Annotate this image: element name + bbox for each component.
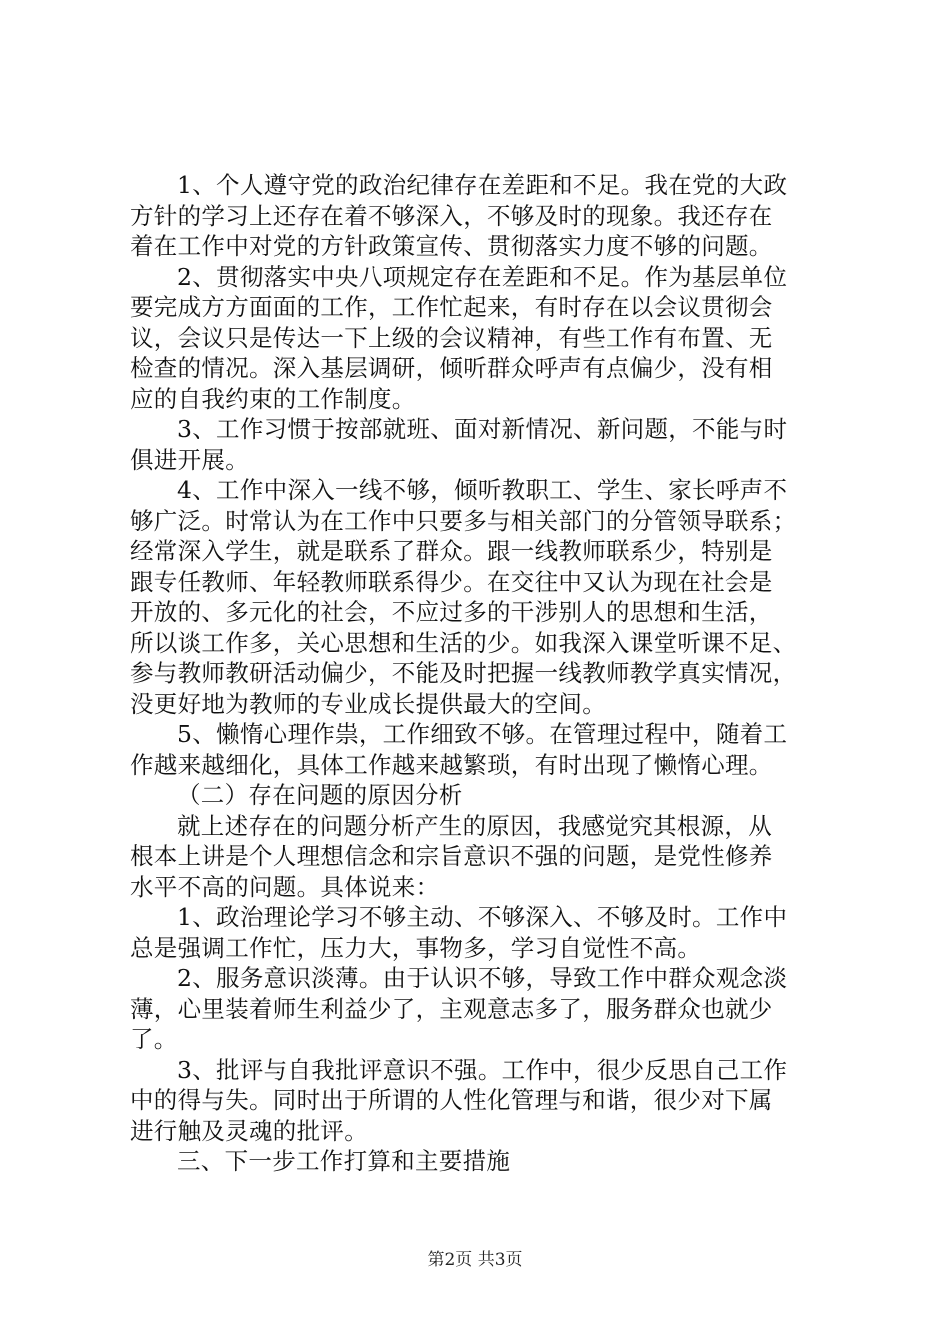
text-line: 所以谈工作多，关心思想和生活的少。如我深入课堂听课不足、 [130, 628, 797, 657]
text-line: 2、服务意识淡薄。由于认识不够，导致工作中群众观念淡 [177, 964, 788, 992]
text-line: 2、贯彻落实中央八项规定存在差距和不足。作为基层单位 [177, 262, 788, 291]
text-line: 参与教师教研活动偏少，不能及时把握一线教师教学真实情况， [130, 659, 797, 687]
text-line: 着在工作中对党的方针政策宣传、贯彻落实力度不够的问题。 [130, 232, 773, 260]
text-line: 了。 [130, 1025, 178, 1053]
text-line: 3、批评与自我批评意识不强。工作中，很少反思自己工作 [177, 1055, 788, 1084]
text-line: 应的自我约束的工作制度。 [130, 384, 416, 413]
page-number-footer: 第2页 共3页 [427, 1250, 523, 1270]
text-line: 三、下一步工作打算和主要措施 [177, 1147, 511, 1175]
text-line: 没更好地为教师的专业成长提供最大的空间。 [130, 689, 606, 718]
text-line: 经常深入学生，就是联系了群众。跟一线教师联系少，特别是 [130, 537, 773, 565]
text-line: 方针的学习上还存在着不够深入，不够及时的现象。我还存在 [130, 201, 773, 230]
text-line: 够广泛。时常认为在工作中只要多与相关部门的分管领导联系； [130, 506, 797, 535]
text-line: 议，会议只是传达一下上级的会议精神，有些工作有布置、无 [130, 323, 773, 352]
document-body [130, 170, 830, 1177]
text-line: （二）存在问题的原因分析 [177, 781, 463, 809]
text-line: 4、工作中深入一线不够，倾听教职工、学生、家长呼声不 [177, 476, 788, 504]
text-line: 1、政治理论学习不够主动、不够深入、不够及时。工作中 [177, 903, 788, 931]
text-line: 中的得与失。同时出于所谓的人性化管理与和谐，很少对下属 [130, 1086, 773, 1114]
text-line: 5、懒惰心理作祟，工作细致不够。在管理过程中，随着工 [177, 720, 788, 748]
text-line: 1、个人遵守党的政治纪律存在差距和不足。我在党的大政 [177, 171, 788, 199]
text-line: 进行触及灵魂的批评。 [130, 1116, 368, 1145]
text-line: 根本上讲是个人理想信念和宗旨意识不强的问题，是党性修养 [130, 842, 773, 870]
text-line: 跟专任教师、年轻教师联系得少。在交往中又认为现在社会是 [130, 567, 773, 596]
text-line: 总是强调工作忙，压力大，事物多，学习自觉性不高。 [130, 933, 702, 962]
text-line: 水平不高的问题。具体说来： [130, 872, 440, 901]
text-line: 作越来越细化，具体工作越来越繁琐，有时出现了懒惰心理。 [130, 750, 773, 779]
text-line: 要完成方方面面的工作，工作忙起来，有时存在以会议贯彻会 [130, 293, 773, 321]
text-line: 薄，心里装着师生利益少了，主观意志多了，服务群众也就少 [130, 994, 773, 1023]
text-line: 检查的情况。深入基层调研，倾听群众呼声有点偏少，没有相 [130, 354, 773, 382]
text-line: 3、工作习惯于按部就班、面对新情况、新问题，不能与时 [177, 415, 788, 443]
text-line: 开放的、多元化的社会，不应过多的干涉别人的思想和生活， [130, 598, 773, 626]
text-line: 就上述存在的问题分析产生的原因，我感觉究其根源，从 [177, 811, 772, 840]
text-line: 俱进开展。 [130, 445, 249, 474]
